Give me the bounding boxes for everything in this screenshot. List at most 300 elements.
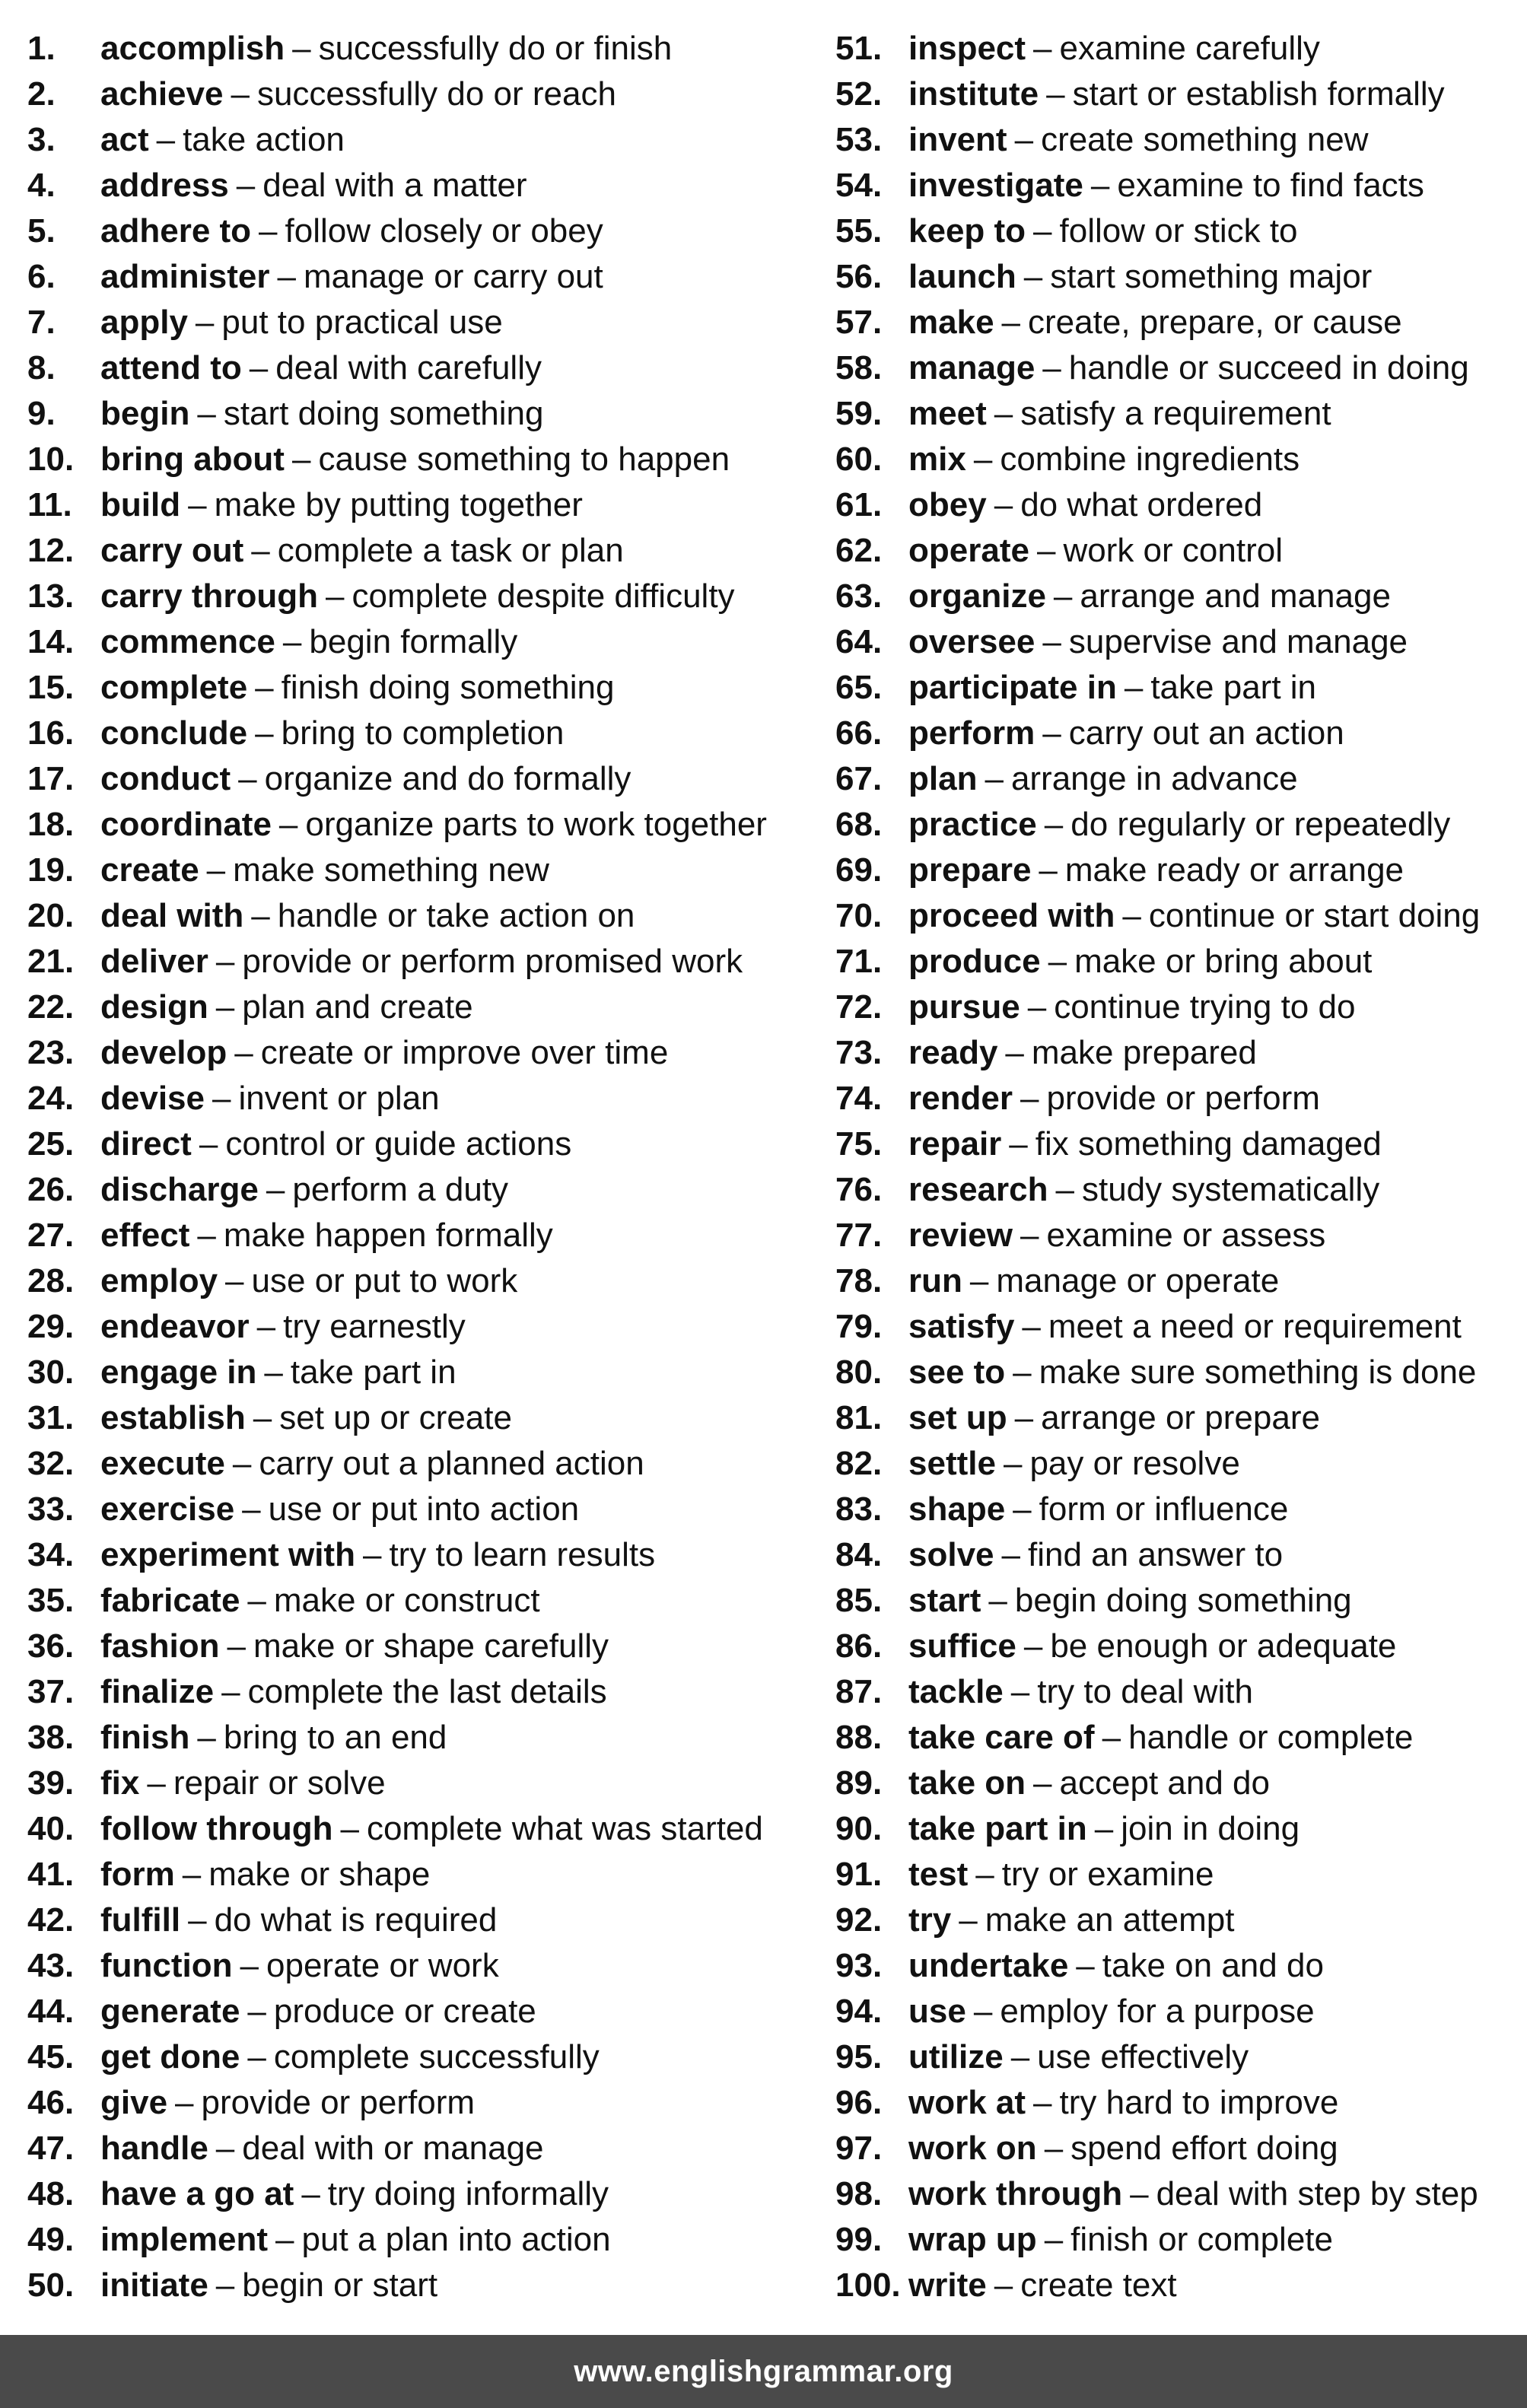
item-separator: – bbox=[994, 2266, 1013, 2304]
list-item bbox=[835, 893, 1520, 939]
item-number: 57. bbox=[835, 304, 883, 341]
item-term: practice bbox=[908, 806, 1037, 843]
item-number: 35. bbox=[27, 1582, 75, 1619]
item-definition: repair or solve bbox=[173, 1764, 386, 1802]
item-number: 73. bbox=[835, 1034, 883, 1071]
item-definition: try hard to improve bbox=[1059, 2084, 1339, 2121]
item-term: apply bbox=[100, 304, 188, 341]
item-separator: – bbox=[994, 395, 1013, 432]
item-separator: – bbox=[975, 1856, 994, 1893]
item-term: create bbox=[100, 851, 199, 889]
item-term: deliver bbox=[100, 943, 208, 980]
list-item bbox=[27, 1989, 811, 2034]
item-number: 96. bbox=[835, 2084, 883, 2121]
item-separator: – bbox=[969, 1262, 989, 1299]
item-number: 36. bbox=[27, 1627, 75, 1665]
item-separator: – bbox=[236, 167, 256, 204]
item-separator: – bbox=[1044, 2130, 1064, 2167]
item-number: 24. bbox=[27, 1080, 75, 1117]
list-item bbox=[27, 1395, 811, 1441]
item-number: 10. bbox=[27, 441, 75, 478]
item-term: operate bbox=[908, 532, 1029, 569]
item-separator: – bbox=[1010, 1673, 1030, 1710]
item-separator: – bbox=[182, 1856, 202, 1893]
list-item bbox=[27, 1441, 811, 1487]
item-term: give bbox=[100, 2084, 168, 2121]
item-term: see to bbox=[908, 1354, 1006, 1391]
item-number: 14. bbox=[27, 623, 75, 660]
item-number: 26. bbox=[27, 1171, 75, 1208]
list-item bbox=[27, 574, 811, 619]
list-item bbox=[835, 1030, 1520, 1076]
item-separator: – bbox=[188, 1901, 207, 1939]
item-number: 27. bbox=[27, 1217, 75, 1254]
item-definition: deal with step by step bbox=[1156, 2175, 1478, 2212]
item-term: mix bbox=[908, 441, 966, 478]
item-number: 72. bbox=[835, 988, 883, 1026]
item-definition: provide or perform bbox=[1046, 1080, 1320, 1117]
item-separator: – bbox=[266, 1171, 285, 1208]
item-term: bring about bbox=[100, 441, 285, 478]
item-definition: invent or plan bbox=[238, 1080, 440, 1117]
item-definition: deal with a matter bbox=[262, 167, 527, 204]
item-term: form bbox=[100, 1856, 175, 1893]
item-separator: – bbox=[147, 1764, 166, 1802]
list-item bbox=[27, 1030, 811, 1076]
list-item bbox=[27, 985, 811, 1030]
list-item bbox=[27, 1578, 811, 1624]
list-item bbox=[835, 2263, 1520, 2308]
item-number: 11. bbox=[27, 486, 72, 523]
item-separator: – bbox=[973, 441, 993, 478]
item-term: repair bbox=[908, 1125, 1002, 1163]
list-item bbox=[835, 2217, 1520, 2263]
item-definition: put a plan into action bbox=[301, 2221, 611, 2258]
list-item bbox=[27, 1806, 811, 1852]
item-separator: – bbox=[1094, 1810, 1114, 1847]
item-term: review bbox=[908, 1217, 1013, 1254]
item-definition: complete the last details bbox=[247, 1673, 607, 1710]
item-number: 70. bbox=[835, 897, 883, 934]
item-term: endeavor bbox=[100, 1308, 250, 1345]
list-item bbox=[27, 1121, 811, 1167]
item-separator: – bbox=[1044, 2221, 1064, 2258]
item-number: 38. bbox=[27, 1719, 75, 1756]
item-number: 12. bbox=[27, 532, 75, 569]
list-item bbox=[27, 391, 811, 437]
item-separator: – bbox=[249, 349, 269, 386]
list-item bbox=[27, 528, 811, 574]
item-separator: – bbox=[973, 1993, 993, 2030]
item-separator: – bbox=[199, 1125, 218, 1163]
item-number: 64. bbox=[835, 623, 883, 660]
item-term: effect bbox=[100, 1217, 190, 1254]
list-item bbox=[27, 756, 811, 802]
item-separator: – bbox=[1003, 1445, 1023, 1482]
list-item bbox=[27, 1167, 811, 1213]
item-number: 86. bbox=[835, 1627, 883, 1665]
item-term: solve bbox=[908, 1536, 994, 1573]
item-definition: do what is required bbox=[214, 1901, 498, 1939]
list-item bbox=[27, 437, 811, 482]
list-item bbox=[27, 1715, 811, 1761]
item-separator: – bbox=[1048, 943, 1067, 980]
item-definition: deal with or manage bbox=[242, 2130, 544, 2167]
list-item bbox=[27, 2217, 811, 2263]
item-definition: employ for a purpose bbox=[1000, 1993, 1315, 2030]
item-term: direct bbox=[100, 1125, 192, 1163]
item-number: 93. bbox=[835, 1947, 883, 1984]
item-term: have a go at bbox=[100, 2175, 294, 2212]
item-term: coordinate bbox=[100, 806, 272, 843]
item-term: institute bbox=[908, 75, 1039, 113]
item-number: 6. bbox=[27, 258, 56, 295]
item-separator: – bbox=[340, 1810, 359, 1847]
list-item bbox=[835, 1395, 1520, 1441]
list-item bbox=[835, 1897, 1520, 1943]
item-number: 97. bbox=[835, 2130, 883, 2167]
list-item bbox=[835, 345, 1520, 391]
item-definition: use effectively bbox=[1037, 2038, 1249, 2076]
list-item bbox=[835, 848, 1520, 893]
item-term: employ bbox=[100, 1262, 218, 1299]
item-term: use bbox=[908, 1993, 966, 2030]
item-separator: – bbox=[1033, 2084, 1052, 2121]
item-term: test bbox=[908, 1856, 969, 1893]
item-term: engage in bbox=[100, 1354, 257, 1391]
item-definition: make or shape bbox=[208, 1856, 431, 1893]
item-term: take part in bbox=[908, 1810, 1087, 1847]
item-number: 23. bbox=[27, 1034, 75, 1071]
item-separator: – bbox=[1090, 167, 1110, 204]
item-separator: – bbox=[247, 1582, 266, 1619]
item-definition: study systematically bbox=[1081, 1171, 1380, 1208]
item-separator: – bbox=[362, 1536, 382, 1573]
list-item bbox=[835, 1121, 1520, 1167]
item-number: 2. bbox=[27, 75, 56, 113]
item-term: complete bbox=[100, 669, 248, 706]
item-definition: try to learn results bbox=[389, 1536, 656, 1573]
item-term: obey bbox=[908, 486, 987, 523]
item-term: manage bbox=[908, 349, 1035, 386]
footer-bar bbox=[0, 2335, 1527, 2408]
item-definition: carry out an action bbox=[1068, 714, 1344, 752]
item-number: 76. bbox=[835, 1171, 883, 1208]
item-separator: – bbox=[1102, 1719, 1121, 1756]
item-definition: arrange and manage bbox=[1080, 577, 1391, 615]
item-definition: make an attempt bbox=[985, 1901, 1235, 1939]
item-number: 18. bbox=[27, 806, 75, 843]
item-term: settle bbox=[908, 1445, 996, 1482]
item-number: 95. bbox=[835, 2038, 883, 2076]
list-item bbox=[27, 1350, 811, 1395]
list-item bbox=[27, 482, 811, 528]
list-item bbox=[27, 1258, 811, 1304]
item-separator: – bbox=[1033, 1764, 1052, 1802]
item-term: carry out bbox=[100, 532, 244, 569]
item-number: 54. bbox=[835, 167, 883, 204]
item-separator: – bbox=[212, 1080, 231, 1117]
item-number: 94. bbox=[835, 1993, 883, 2030]
item-term: establish bbox=[100, 1399, 246, 1436]
item-separator: – bbox=[197, 1217, 216, 1254]
item-definition: provide or perform promised work bbox=[242, 943, 743, 980]
list-item bbox=[835, 2171, 1520, 2217]
item-separator: – bbox=[292, 30, 311, 67]
list-item bbox=[835, 1441, 1520, 1487]
list-item bbox=[835, 26, 1520, 72]
item-definition: continue or start doing bbox=[1148, 897, 1481, 934]
item-term: deal with bbox=[100, 897, 244, 934]
item-definition: arrange or prepare bbox=[1041, 1399, 1320, 1436]
item-definition: start something major bbox=[1050, 258, 1373, 295]
item-separator: – bbox=[253, 1399, 272, 1436]
item-number: 47. bbox=[27, 2130, 75, 2167]
item-term: attend to bbox=[100, 349, 242, 386]
item-separator: – bbox=[197, 1719, 216, 1756]
item-term: adhere to bbox=[100, 212, 252, 250]
item-term: build bbox=[100, 486, 181, 523]
list-item bbox=[835, 1852, 1520, 1897]
item-number: 81. bbox=[835, 1399, 883, 1436]
item-definition: create or improve over time bbox=[260, 1034, 669, 1071]
item-number: 58. bbox=[835, 349, 883, 386]
item-number: 83. bbox=[835, 1490, 883, 1528]
item-separator: – bbox=[215, 988, 235, 1026]
item-separator: – bbox=[1122, 897, 1141, 934]
item-separator: – bbox=[215, 2266, 235, 2304]
footer-url: www.englishgrammar.org bbox=[574, 2354, 953, 2388]
item-term: write bbox=[908, 2266, 987, 2304]
item-term: work on bbox=[908, 2130, 1037, 2167]
list-item bbox=[835, 985, 1520, 1030]
item-separator: – bbox=[251, 897, 270, 934]
item-definition: examine or assess bbox=[1046, 1217, 1326, 1254]
list-item bbox=[835, 1304, 1520, 1350]
item-term: fix bbox=[100, 1764, 140, 1802]
item-term: ready bbox=[908, 1034, 998, 1071]
list-item bbox=[835, 2080, 1520, 2126]
item-separator: – bbox=[231, 75, 250, 113]
list-item bbox=[27, 345, 811, 391]
item-separator: – bbox=[1009, 1125, 1028, 1163]
item-number: 61. bbox=[835, 486, 883, 523]
item-number: 17. bbox=[27, 760, 75, 797]
item-definition: satisfy a requirement bbox=[1020, 395, 1331, 432]
item-separator: – bbox=[959, 1901, 978, 1939]
item-number: 1. bbox=[27, 30, 56, 67]
item-term: satisfy bbox=[908, 1308, 1015, 1345]
list-item bbox=[27, 1213, 811, 1258]
item-term: fabricate bbox=[100, 1582, 240, 1619]
item-separator: – bbox=[291, 441, 311, 478]
item-number: 46. bbox=[27, 2084, 75, 2121]
item-definition: try to deal with bbox=[1037, 1673, 1253, 1710]
item-definition: pay or resolve bbox=[1029, 1445, 1240, 1482]
list-item bbox=[27, 117, 811, 163]
list-item bbox=[27, 1487, 811, 1532]
item-separator: – bbox=[251, 532, 270, 569]
list-item bbox=[27, 2034, 811, 2080]
item-definition: arrange in advance bbox=[1010, 760, 1298, 797]
item-number: 59. bbox=[835, 395, 883, 432]
item-definition: form or influence bbox=[1039, 1490, 1289, 1528]
item-number: 4. bbox=[27, 167, 56, 204]
list-item bbox=[835, 208, 1520, 254]
list-item bbox=[27, 848, 811, 893]
item-separator: – bbox=[994, 486, 1013, 523]
item-number: 44. bbox=[27, 1993, 75, 2030]
item-definition: begin or start bbox=[242, 2266, 438, 2304]
item-definition: work or control bbox=[1063, 532, 1283, 569]
item-separator: – bbox=[247, 2038, 266, 2076]
item-separator: – bbox=[1023, 258, 1043, 295]
item-term: take care of bbox=[908, 1719, 1095, 1756]
item-term: execute bbox=[100, 1445, 225, 1482]
item-number: 67. bbox=[835, 760, 883, 797]
item-separator: – bbox=[1076, 1947, 1095, 1984]
item-definition: carry out a planned action bbox=[259, 1445, 644, 1482]
list-item bbox=[27, 1761, 811, 1806]
item-number: 68. bbox=[835, 806, 883, 843]
item-number: 50. bbox=[27, 2266, 75, 2304]
item-definition: make or shape carefully bbox=[253, 1627, 609, 1665]
item-term: produce bbox=[908, 943, 1041, 980]
list-item bbox=[835, 1532, 1520, 1578]
item-separator: – bbox=[326, 577, 345, 615]
item-definition: make happen formally bbox=[223, 1217, 553, 1254]
item-definition: start doing something bbox=[223, 395, 544, 432]
item-number: 75. bbox=[835, 1125, 883, 1163]
list-item bbox=[835, 939, 1520, 985]
item-number: 60. bbox=[835, 441, 883, 478]
item-definition: take part in bbox=[1150, 669, 1317, 706]
list-item bbox=[27, 72, 811, 117]
item-definition: complete what was started bbox=[366, 1810, 763, 1847]
item-number: 25. bbox=[27, 1125, 75, 1163]
item-separator: – bbox=[238, 760, 257, 797]
list-item bbox=[835, 163, 1520, 208]
item-definition: make ready or arrange bbox=[1064, 851, 1405, 889]
list-item bbox=[27, 254, 811, 300]
item-definition: try doing informally bbox=[327, 2175, 609, 2212]
item-term: initiate bbox=[100, 2266, 208, 2304]
item-separator: – bbox=[1033, 30, 1052, 67]
item-definition: continue trying to do bbox=[1054, 988, 1356, 1026]
item-separator: – bbox=[232, 1445, 252, 1482]
item-term: fashion bbox=[100, 1627, 220, 1665]
list-item bbox=[835, 528, 1520, 574]
item-definition: find an answer to bbox=[1028, 1536, 1284, 1573]
item-definition: use or put into action bbox=[268, 1490, 580, 1528]
item-term: devise bbox=[100, 1080, 205, 1117]
item-definition: bring to completion bbox=[281, 714, 565, 752]
item-term: participate in bbox=[908, 669, 1117, 706]
item-definition: supervise and manage bbox=[1068, 623, 1408, 660]
item-separator: – bbox=[247, 1993, 266, 2030]
item-term: conclude bbox=[100, 714, 248, 752]
item-definition: make or bring about bbox=[1074, 943, 1373, 980]
item-separator: – bbox=[156, 121, 176, 158]
list-item bbox=[835, 1624, 1520, 1669]
item-term: address bbox=[100, 167, 229, 204]
item-separator: – bbox=[301, 2175, 320, 2212]
item-term: act bbox=[100, 121, 149, 158]
item-number: 28. bbox=[27, 1262, 75, 1299]
item-term: tackle bbox=[908, 1673, 1004, 1710]
item-number: 92. bbox=[835, 1901, 883, 1939]
list-item bbox=[835, 391, 1520, 437]
item-separator: – bbox=[1014, 1399, 1034, 1436]
item-term: work at bbox=[908, 2084, 1026, 2121]
item-term: make bbox=[908, 304, 994, 341]
item-definition: take part in bbox=[290, 1354, 457, 1391]
item-definition: handle or succeed in doing bbox=[1068, 349, 1469, 386]
item-separator: – bbox=[215, 943, 235, 980]
item-separator: – bbox=[259, 212, 278, 250]
list-item bbox=[27, 26, 811, 72]
item-number: 99. bbox=[835, 2221, 883, 2258]
item-definition: join in doing bbox=[1121, 1810, 1300, 1847]
list-item bbox=[27, 939, 811, 985]
item-number: 16. bbox=[27, 714, 75, 752]
list-item bbox=[27, 1669, 811, 1715]
item-term: invent bbox=[908, 121, 1007, 158]
item-term: finalize bbox=[100, 1673, 215, 1710]
item-term: organize bbox=[908, 577, 1046, 615]
item-number: 85. bbox=[835, 1582, 883, 1619]
item-term: carry through bbox=[100, 577, 319, 615]
list-item bbox=[835, 1669, 1520, 1715]
item-definition: bring to an end bbox=[223, 1719, 447, 1756]
item-number: 30. bbox=[27, 1354, 75, 1391]
item-term: launch bbox=[908, 258, 1016, 295]
item-separator: – bbox=[1013, 1354, 1032, 1391]
item-definition: be enough or adequate bbox=[1050, 1627, 1397, 1665]
item-definition: take on and do bbox=[1102, 1947, 1324, 1984]
item-term: work through bbox=[908, 2175, 1123, 2212]
item-definition: do what ordered bbox=[1020, 486, 1263, 523]
item-definition: make sure something is done bbox=[1039, 1354, 1477, 1391]
item-separator: – bbox=[240, 1947, 259, 1984]
item-term: design bbox=[100, 988, 208, 1026]
item-term: proceed with bbox=[908, 897, 1115, 934]
item-term: suffice bbox=[908, 1627, 1016, 1665]
item-definition: begin doing something bbox=[1014, 1582, 1352, 1619]
item-term: keep to bbox=[908, 212, 1026, 250]
item-definition: begin formally bbox=[309, 623, 518, 660]
item-definition: create, prepare, or cause bbox=[1028, 304, 1402, 341]
list-item bbox=[835, 2126, 1520, 2171]
item-number: 13. bbox=[27, 577, 75, 615]
item-number: 45. bbox=[27, 2038, 75, 2076]
item-term: render bbox=[908, 1080, 1013, 1117]
item-separator: – bbox=[1042, 623, 1061, 660]
item-number: 41. bbox=[27, 1856, 75, 1893]
list-item bbox=[27, 2171, 811, 2217]
item-separator: – bbox=[255, 714, 274, 752]
item-term: fulfill bbox=[100, 1901, 181, 1939]
item-number: 88. bbox=[835, 1719, 883, 1756]
list-item bbox=[27, 1304, 811, 1350]
list-item bbox=[27, 711, 811, 756]
item-separator: – bbox=[1036, 532, 1056, 569]
item-number: 80. bbox=[835, 1354, 883, 1391]
item-definition: set up or create bbox=[279, 1399, 512, 1436]
item-definition: plan and create bbox=[242, 988, 473, 1026]
item-number: 7. bbox=[27, 304, 56, 341]
list-item bbox=[835, 619, 1520, 665]
